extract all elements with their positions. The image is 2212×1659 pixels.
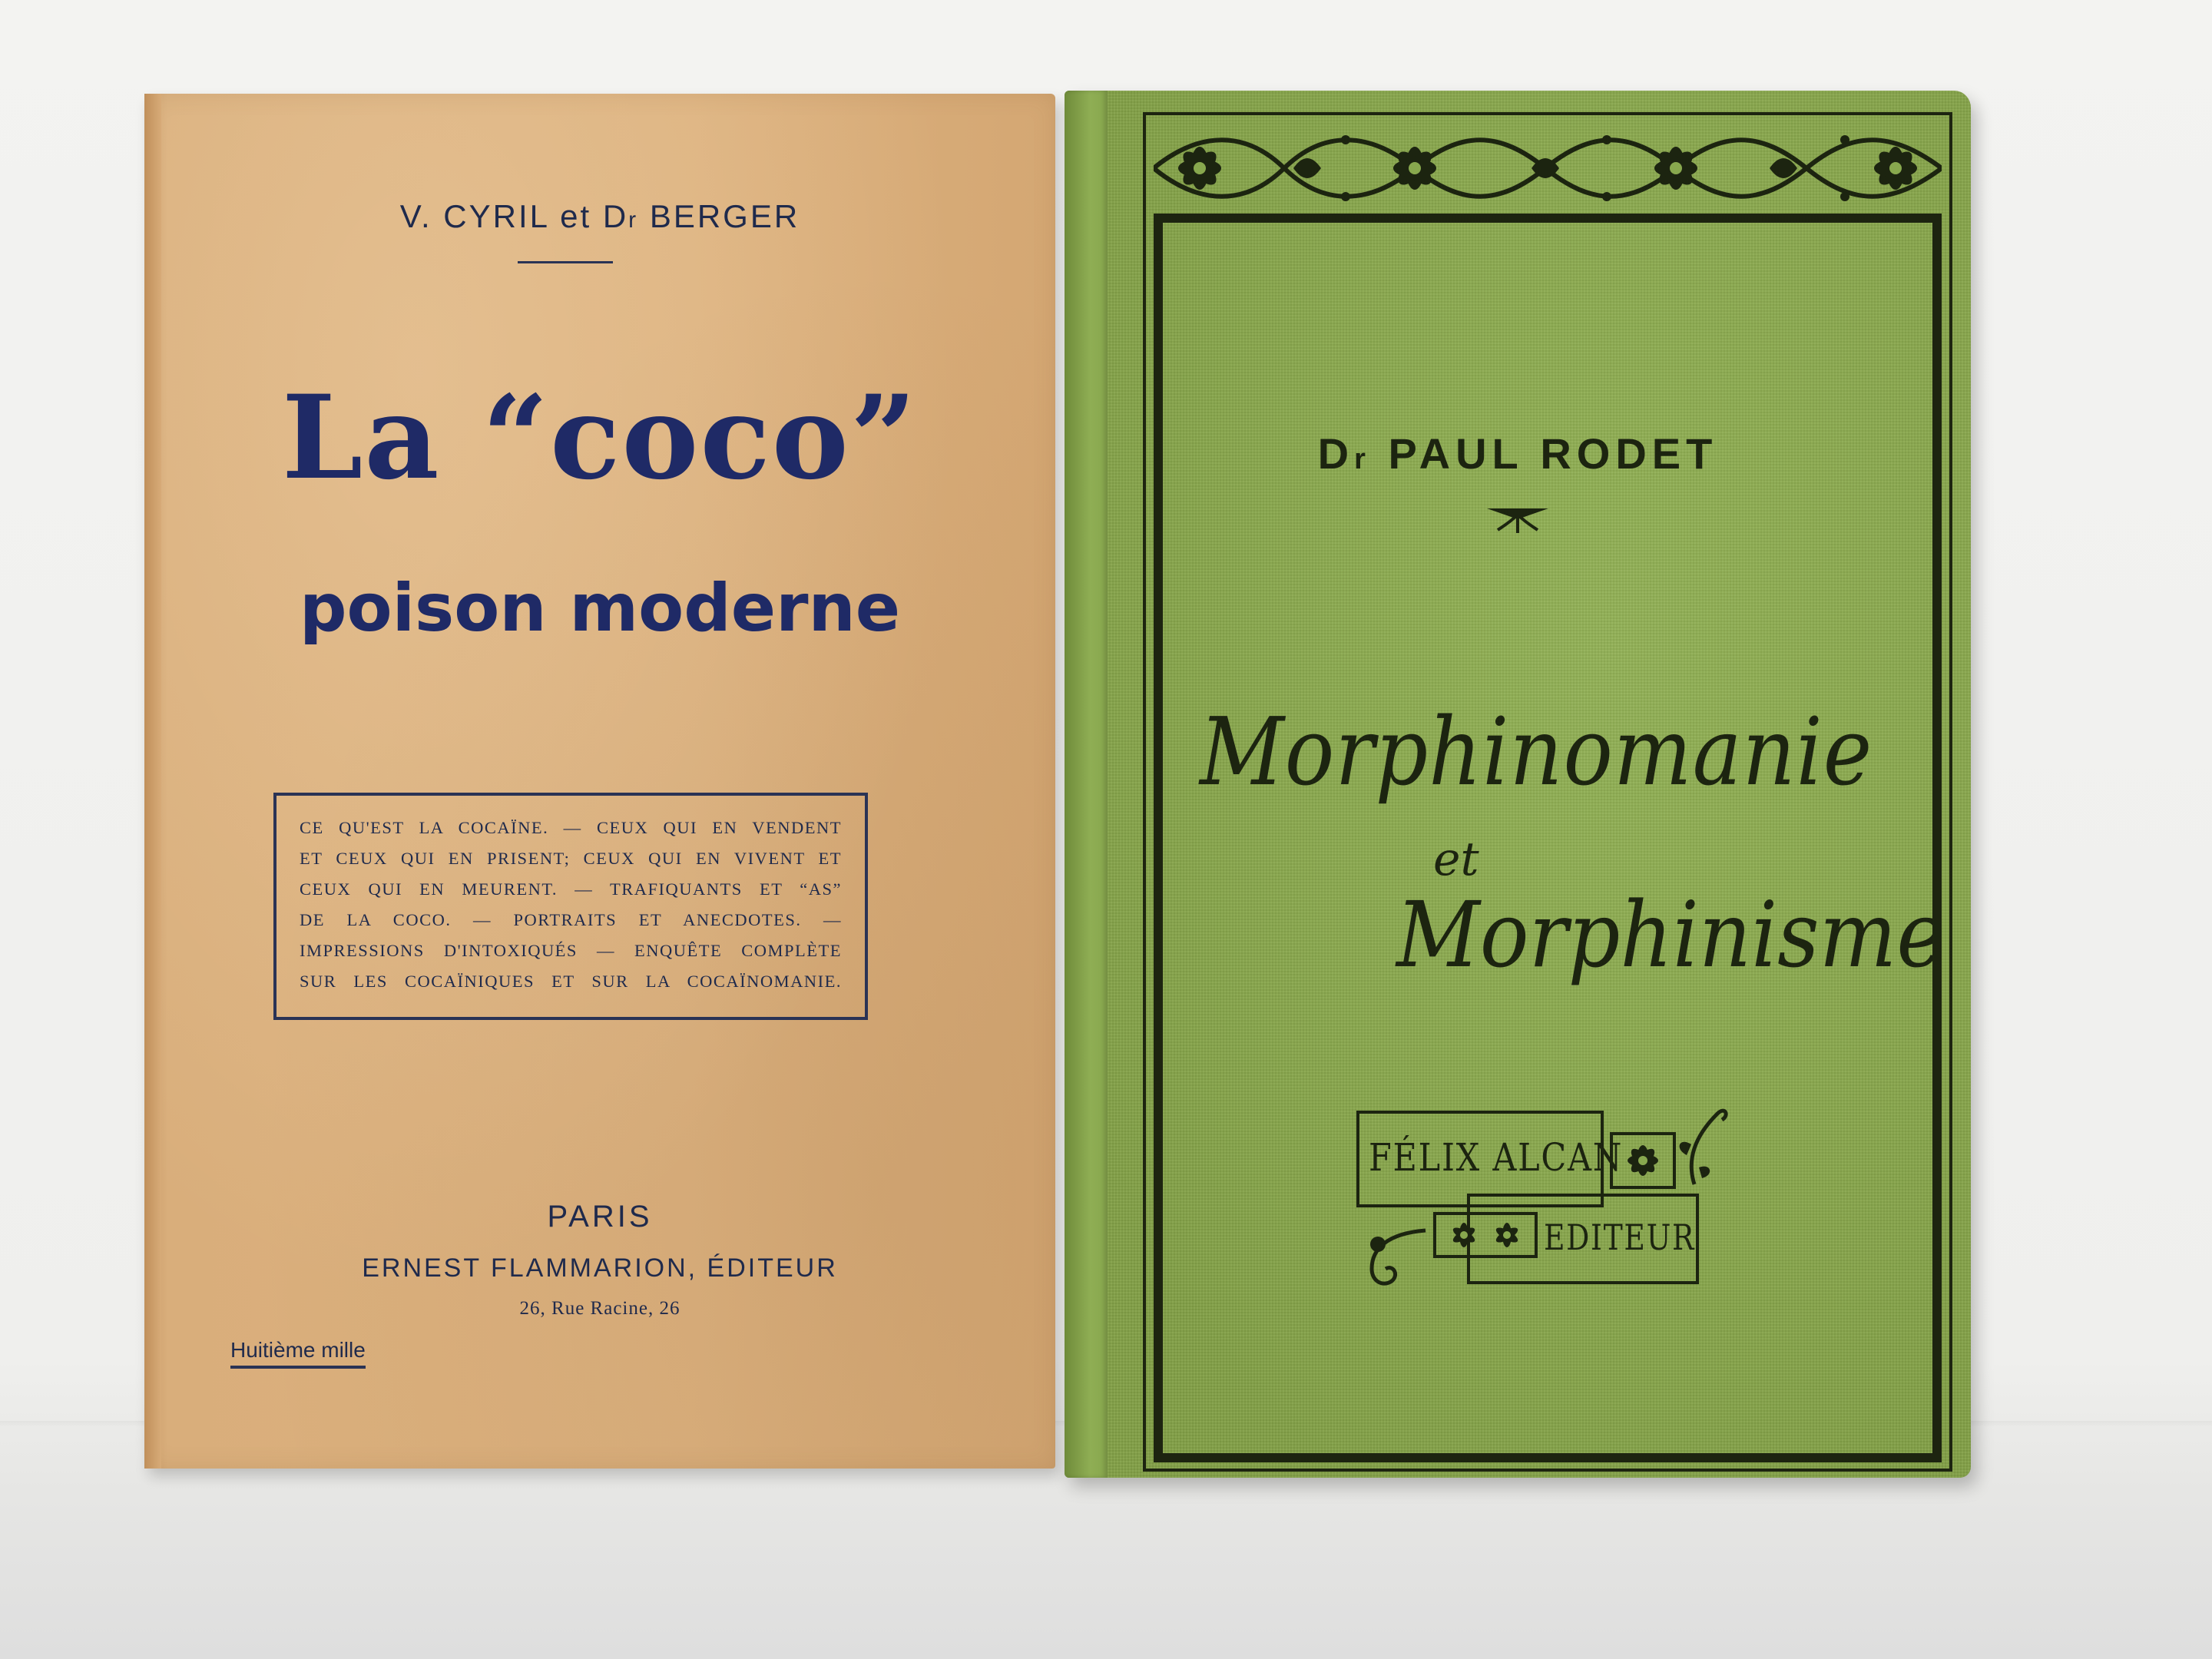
fleuron-ornament <box>1487 504 1548 538</box>
leaf-ornament <box>1664 1098 1733 1190</box>
publisher-address: 26, Rue Racine, 26 <box>519 1298 680 1319</box>
scroll-ornament <box>1356 1226 1430 1292</box>
publisher-city: PARIS <box>547 1200 653 1233</box>
book-title: La “coco” <box>281 370 919 505</box>
edition-label: Huitième mille <box>230 1338 366 1369</box>
publisher-name: FÉLIX ALCAN <box>1369 1135 1624 1180</box>
publisher-name: ERNEST FLAMMARION, ÉDITEUR <box>362 1253 838 1283</box>
summary-line: ET CEUX QUI EN PRISENT; CEUX QUI EN VIVENT ET <box>300 849 842 868</box>
book-spine <box>1065 91 1108 1478</box>
book-title-line1: Morphinomanie <box>1200 697 1873 806</box>
floral-ornament-band <box>1154 123 1942 214</box>
summary-line: DE LA COCO. — PORTRAITS ET ANECDOTES. — <box>300 910 842 929</box>
publisher-role: EDITEUR <box>1544 1217 1696 1258</box>
publisher-cartouche <box>1356 1111 1725 1292</box>
book-cover-morphinomanie <box>1065 91 1971 1478</box>
book-cover-la-coco <box>144 94 1055 1469</box>
book-subtitle: poison moderne <box>299 570 901 647</box>
summary-line: CE QU'EST LA COCAÏNE. — CEUX QUI EN VENDENT <box>300 818 842 837</box>
summary-line: SUR LES COCAÏNIQUES ET SUR LA COCAÏNOMANIE. <box>300 972 842 991</box>
book-author: Dr PAUL RODET <box>1317 429 1718 478</box>
book-title-conjunction: et <box>1433 833 1479 886</box>
summary-box <box>273 793 868 1020</box>
summary-line: CEUX QUI EN MEURENT. — TRAFIQUANTS ET “AS” <box>300 879 842 899</box>
book-authors: V. CYRIL et Dr BERGER <box>399 198 800 234</box>
summary-line: IMPRESSIONS D'INTOXIQUÉS — ENQUÊTE COMPLÈTE <box>300 941 842 960</box>
book-title-line2: Morphinisme <box>1396 882 1945 988</box>
divider-rule <box>518 261 613 263</box>
floral-ornament <box>1433 1212 1538 1258</box>
